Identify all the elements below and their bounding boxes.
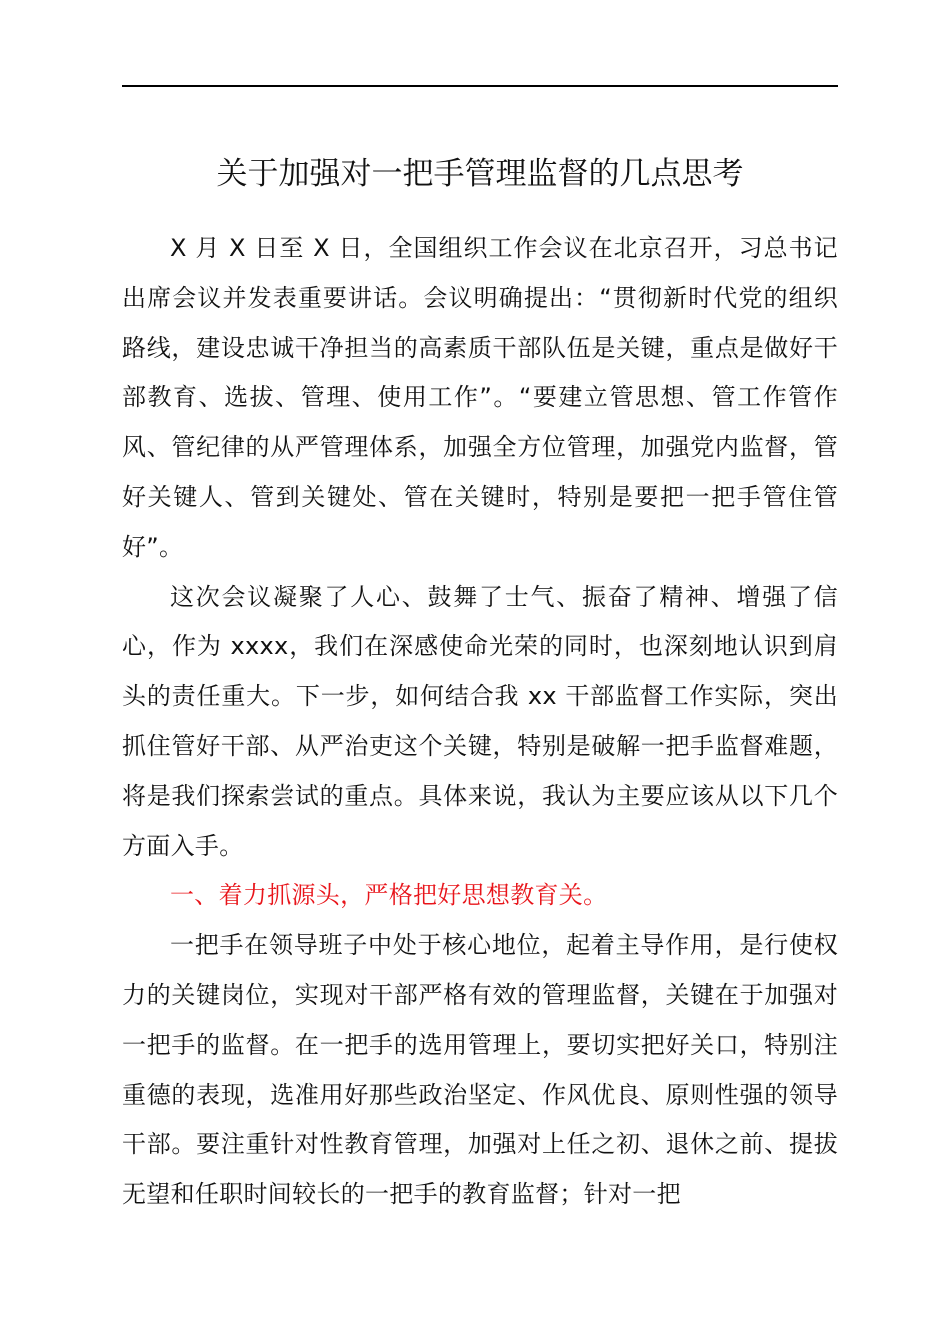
paragraph-1: X 月 X 日至 X 日，全国组织工作会议在北京召开，习总书记出席会议并发表重要讲话。会议明确提出：“贯彻新时代党的组织路线，建设忠诚干净担当的高素质干部队伍是关键，重点是做好干部教育、选拔、管理、使用工作”。“要建立管思想、管工作管作风、管纪律的从严管理体系，加强全方位管理，加强党内监督，管好关键人、管到关键处、管在关键时，特别是要把一把手管住管好”。 [122,234,838,561]
paragraph-2: 这次会议凝聚了人心、鼓舞了士气、振奋了精神、增强了信心，作为 xxxx，我们在深感使命光荣的同时，也深刻地认识到肩头的责任重大。下一步，如何结合我 xx 干部监督工作实际，突出抓住管好干部、从严治吏这个关键，特别是破解一把手监督难题，将是我们探索尝试的重点。具体来说，我认为主要应该从以下几个方面入手。 [122,582,838,860]
top-rule [122,85,838,87]
section-heading: 一、着力抓源头，严格把好思想教育关。 [170,881,608,910]
document-title: 关于加强对一把手管理监督的几点思考 [216,156,744,192]
document-body [122,224,838,1220]
section-paragraph: 一把手在领导班子中处于核心地位，起着主导作用，是行使权力的关键岗位，实现对干部严格有效的管理监督，关键在于加强对一把手的监督。在一把手的选用管理上，要切实把好关口，特别注重德的表现，选准用好那些政治坚定、作风优良、原则性强的领导干部。要注重针对性教育管理，加强对上任之初、退休之前、提拔无望和任职时间较长的一把手的教育监督；针对一把 [122,931,838,1209]
